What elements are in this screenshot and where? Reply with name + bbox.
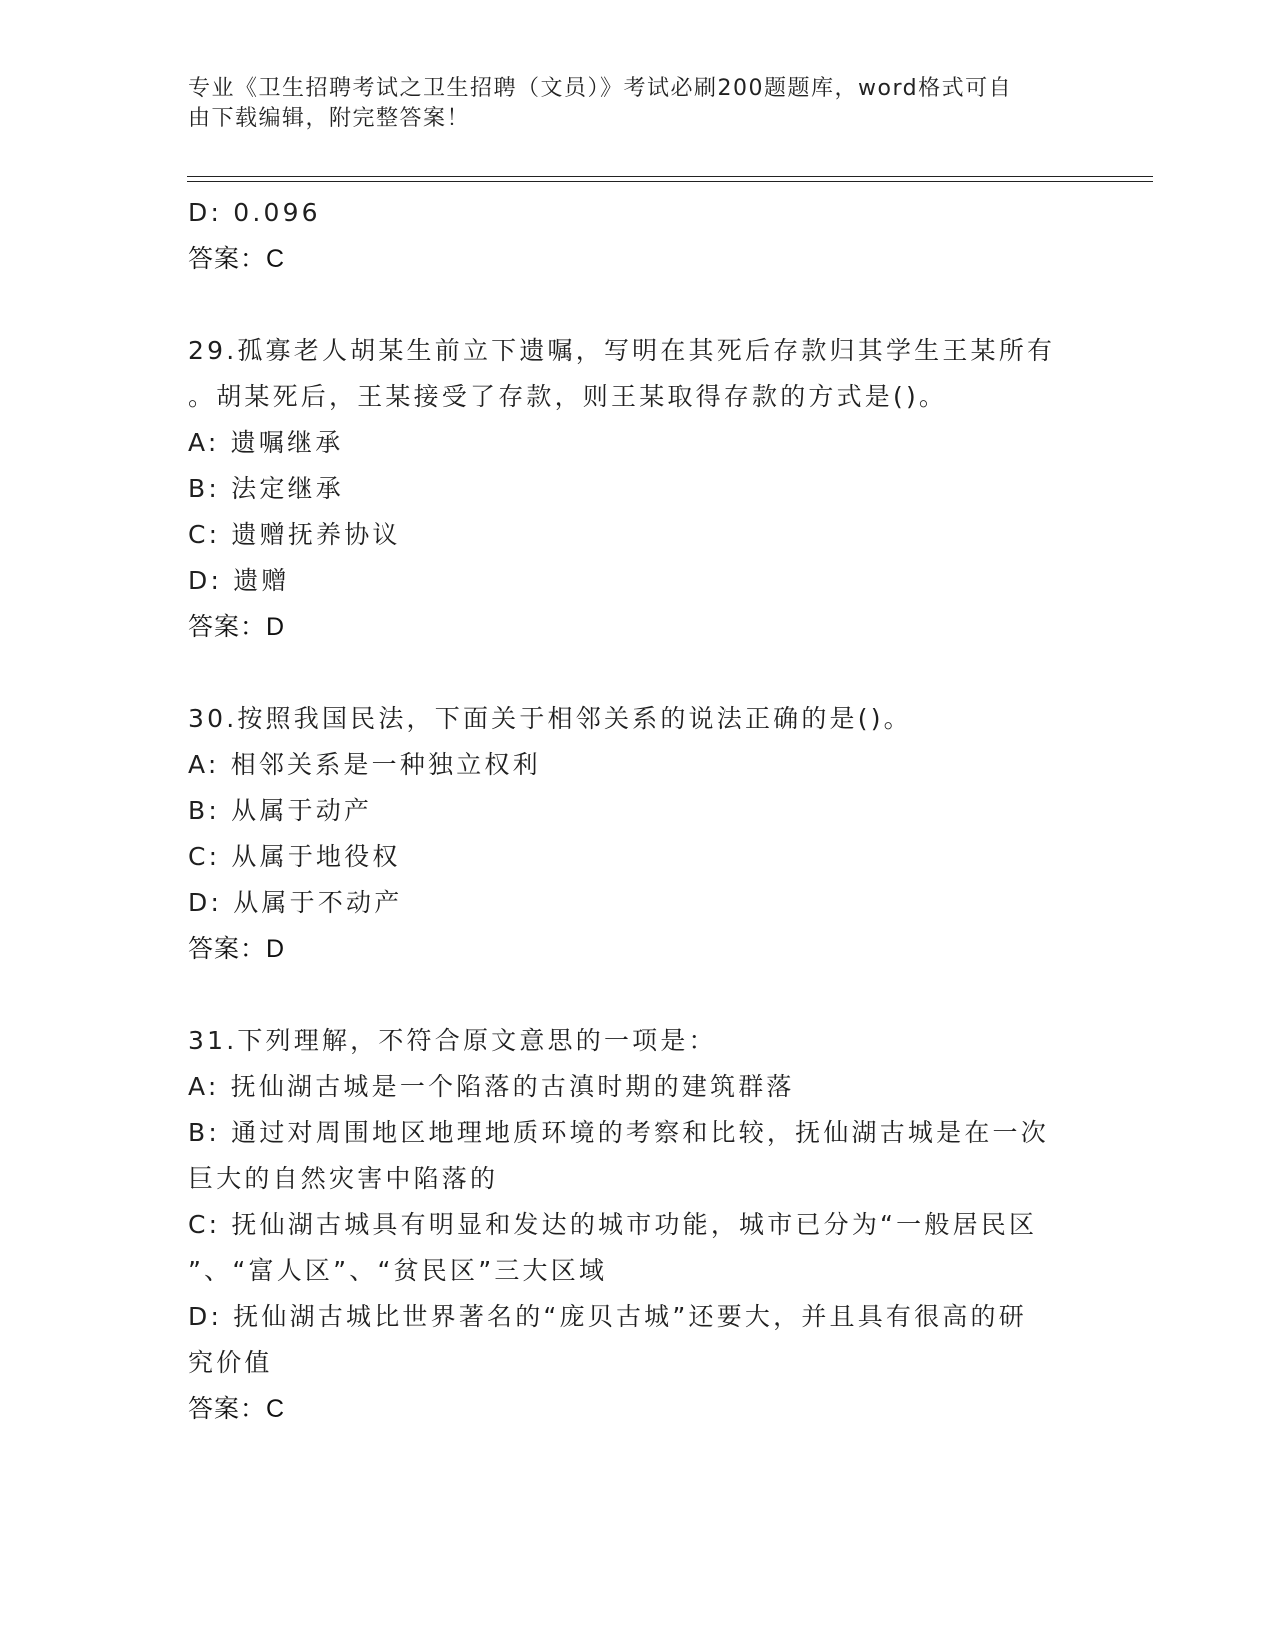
answer-label: 答案：D [188,613,286,641]
question-stem: 30.按照我国民法，下面关于相邻关系的说法正确的是()。 [188,704,912,733]
document-header [188,74,1068,134]
option-c: C: 抚仙湖古城具有明显和发达的城市功能，城市已分为“一般居民区 [188,1210,1038,1239]
option-b-continued: 巨大的自然灾害中陷落的 [188,1164,499,1193]
option-a: A: 遗嘱继承 [188,428,344,457]
header-double-rule [187,176,1153,182]
question-stem: 31.下列理解，不符合原文意思的一项是： [188,1026,717,1055]
option-b: B: 通过对周围地区地理地质环境的考察和比较，抚仙湖古城是在一次 [188,1118,1049,1147]
option-a: A: 抚仙湖古城是一个陷落的古滇时期的建筑群落 [188,1072,795,1101]
option-d: D: 0.096 [188,198,321,227]
option-c: C: 从属于地役权 [188,842,401,871]
option-c-continued: ”、“富人区”、“贫民区”三大区域 [188,1256,608,1285]
question-stem: 29.孤寡老人胡某生前立下遗嘱，写明在其死后存款归其学生王某所有 [188,336,1056,365]
header-line-2: 由下载编辑，附完整答案！ [188,106,471,131]
question-30 [188,696,1088,972]
spacer [188,650,1088,696]
answer-label: 答案：D [188,935,286,963]
spacer [188,972,1088,1018]
prev-question-tail [188,190,1088,282]
answer-label: 答案：C [188,1395,286,1423]
question-29 [188,328,1088,650]
option-c: C: 遗赠抚养协议 [188,520,401,549]
option-d: D: 抚仙湖古城比世界著名的“庞贝古城”还要大，并且具有很高的研 [188,1302,1027,1331]
option-b: B: 从属于动产 [188,796,373,825]
option-b: B: 法定继承 [188,474,344,503]
answer-label: 答案：C [188,245,286,273]
option-d-continued: 究价值 [188,1348,273,1377]
header-line-1: 专业《卫生招聘考试之卫生招聘（文员）》考试必刷200题题库，word格式可自 [188,76,1013,101]
spacer [188,282,1088,328]
question-stem-continued: 。胡某死后，王某接受了存款，则王某取得存款的方式是()。 [188,382,948,411]
option-d: D: 从属于不动产 [188,888,403,917]
question-31 [188,1018,1088,1432]
question-content [188,190,1088,1432]
option-a: A: 相邻关系是一种独立权利 [188,750,541,779]
option-d: D: 遗赠 [188,566,290,595]
